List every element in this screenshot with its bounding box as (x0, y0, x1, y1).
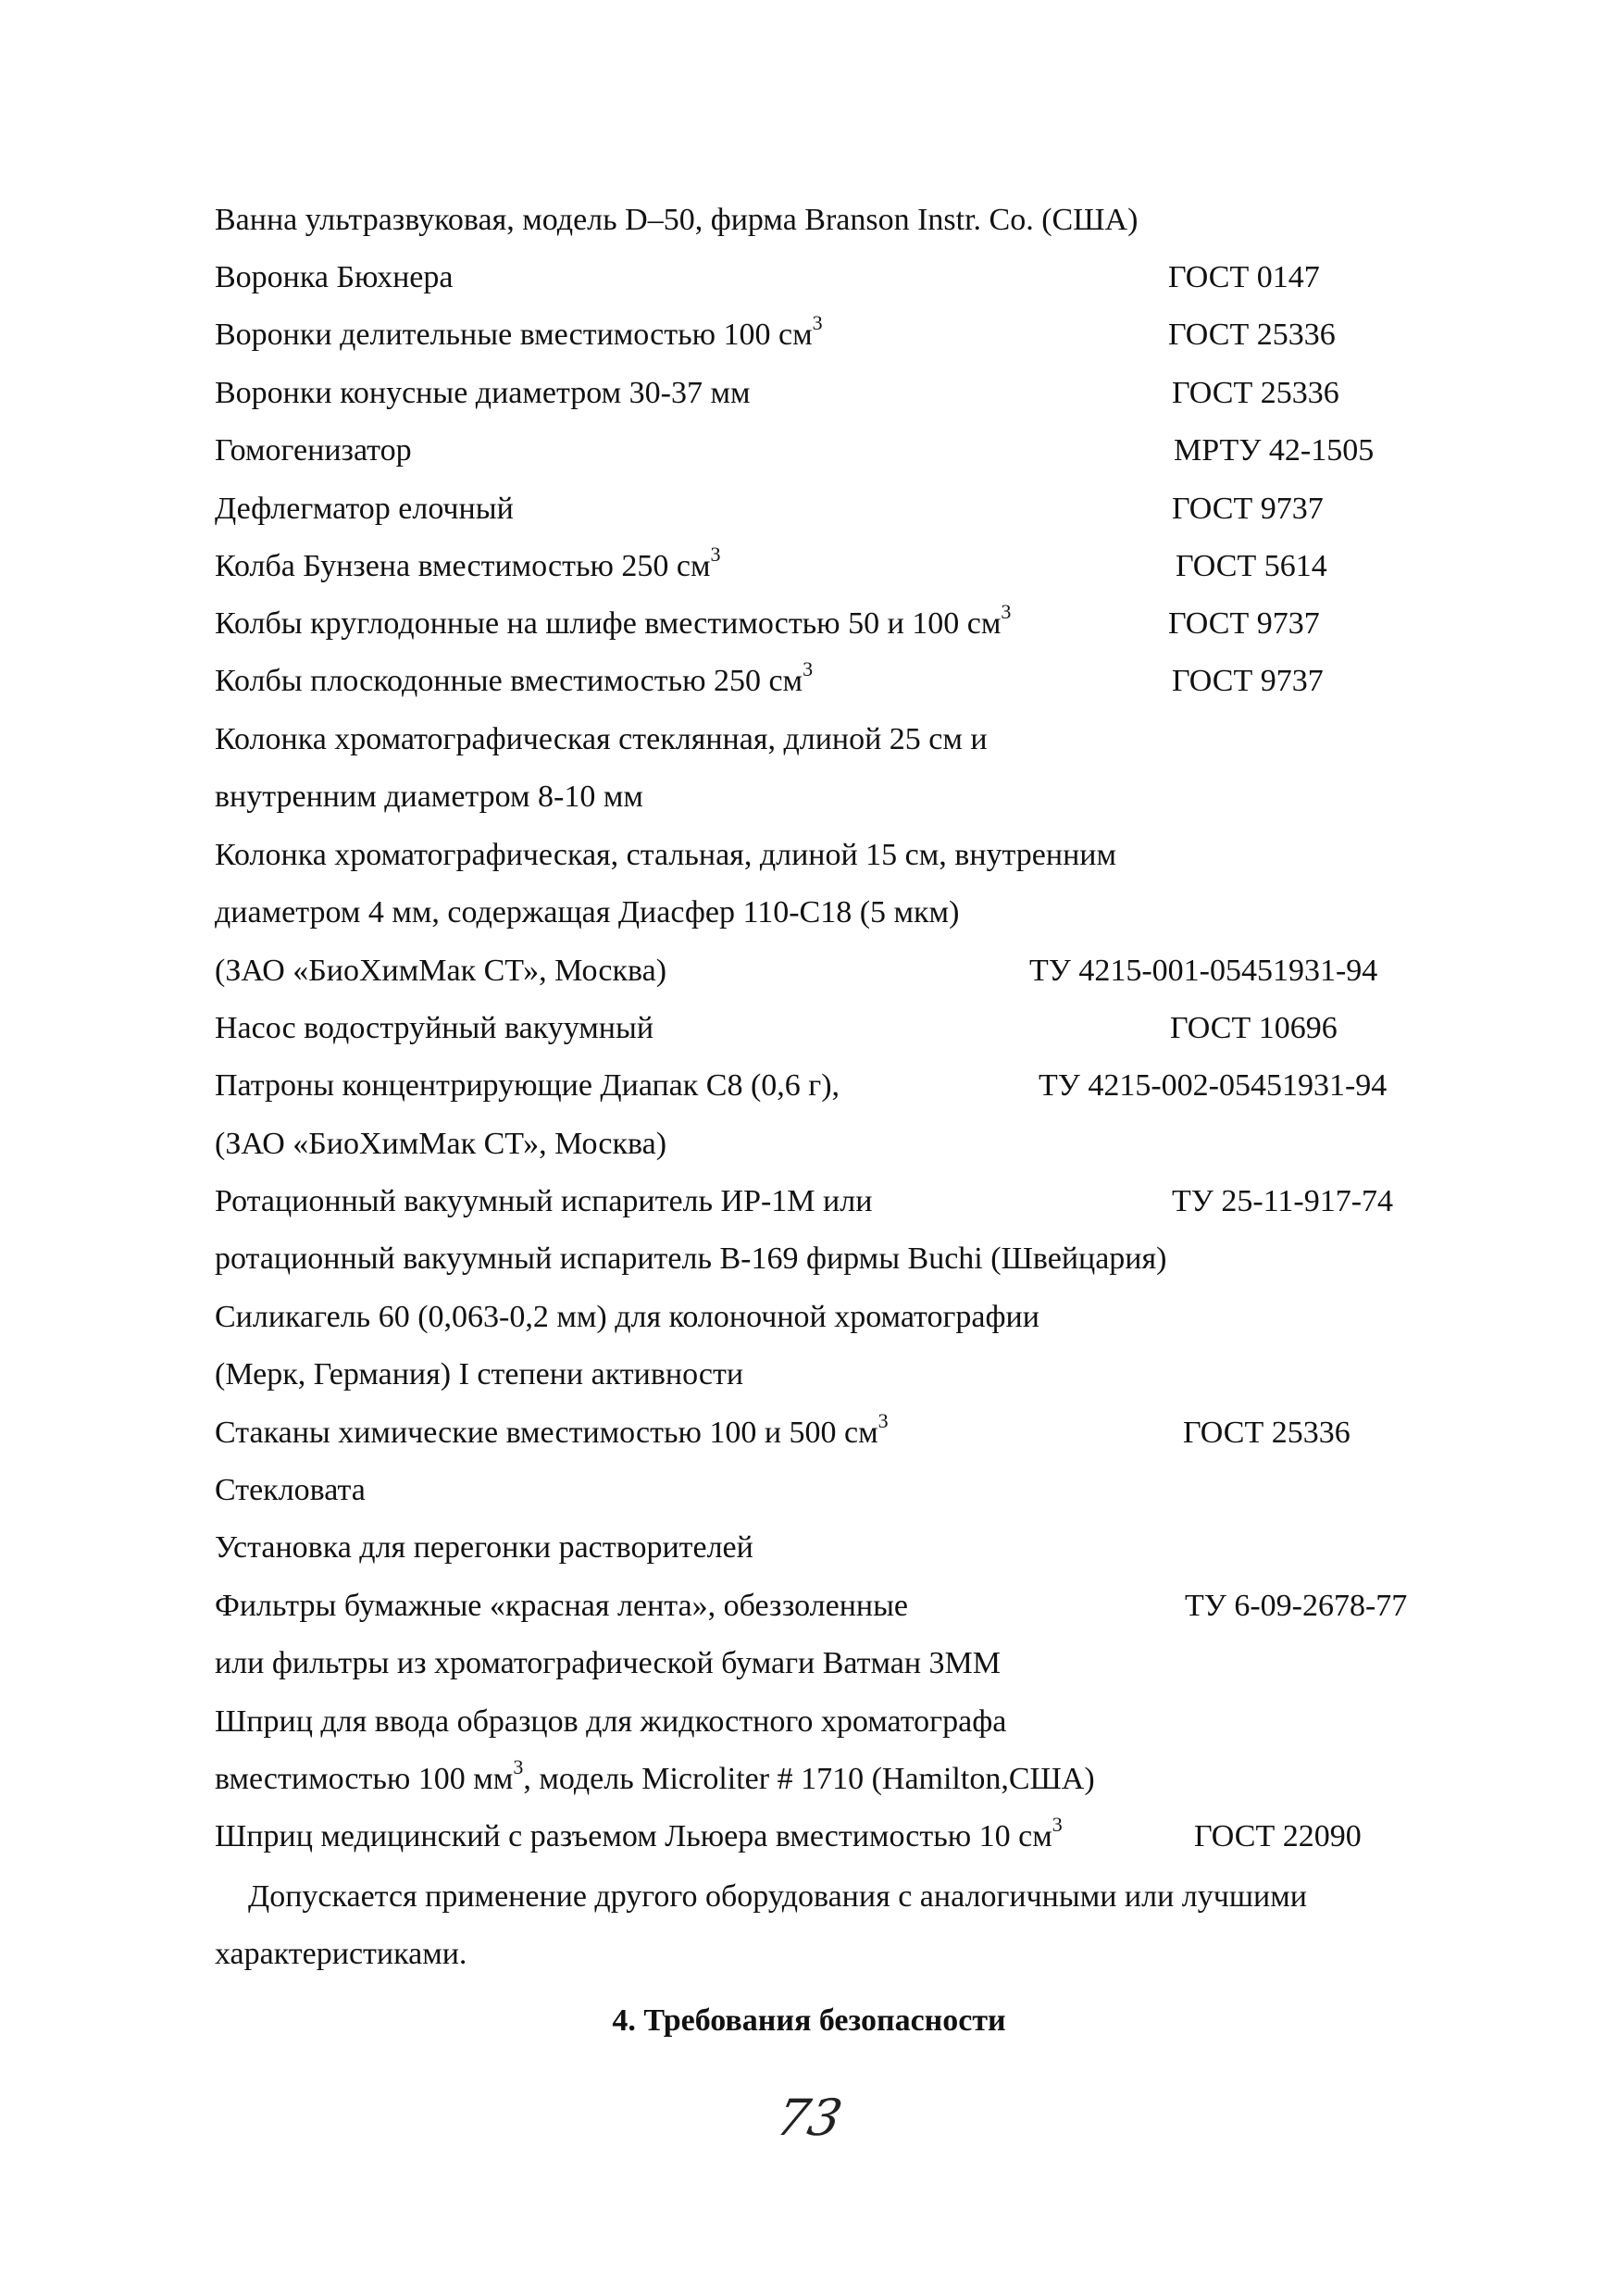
equipment-name-text: Колбы круглодонные на шлифе вместимостью 50 и 100 см (215, 606, 1002, 641)
equipment-name (215, 1754, 1095, 1798)
equipment-name: ротационный вакуумный испаритель В-169 фирмы Buchi (Швейцария) (215, 1242, 1167, 1276)
equipment-line (0, 1472, 1618, 1513)
equipment-line (0, 894, 1618, 935)
standard-reference: ГОСТ 25336 (1172, 376, 1339, 410)
unit-exponent: 3 (1001, 599, 1012, 623)
note-paragraph-line (0, 1936, 1618, 1977)
equipment-line (0, 491, 1618, 531)
equipment-name: (Мерк, Германия) I степени активности (215, 1357, 744, 1391)
equipment-name: Колонка хроматографическая, стальная, длиной 15 см, внутренним (215, 838, 1116, 872)
equipment-name-text: Колбы плоскодонные вместимостью 250 см (215, 664, 803, 698)
section-heading: 4. Требования безопасности (612, 2003, 1006, 2038)
standard-reference: ГОСТ 25336 (1183, 1416, 1350, 1450)
equipment-name: Шприц для ввода образцов для жидкостного хроматографа (215, 1704, 1007, 1739)
standard-reference: ГОСТ 9737 (1172, 492, 1324, 526)
equipment-line (0, 1126, 1618, 1167)
equipment-name-text: вместимостью 100 мм (215, 1762, 514, 1796)
standard-reference: МРТУ 42-1505 (1174, 433, 1375, 468)
note-paragraph-line (0, 1878, 1618, 1919)
equipment-name: Воронка Бюхнера (215, 260, 454, 294)
equipment-name: Фильтры бумажные «красная лента», обеззоленные (215, 1589, 909, 1623)
equipment-line (0, 1241, 1618, 1281)
equipment-line (0, 1067, 1618, 1108)
equipment-line (0, 432, 1618, 473)
standard-reference: ТУ 6-09-2678-77 (1185, 1589, 1408, 1623)
equipment-line (0, 1754, 1618, 1802)
standard-reference: ГОСТ 9737 (1168, 606, 1320, 641)
equipment-line (0, 1812, 1618, 1859)
standard-reference: ГОСТ 9737 (1172, 664, 1324, 698)
unit-exponent: 3 (812, 310, 823, 334)
equipment-name: Стекловата (215, 1473, 366, 1507)
equipment-name: Установка для перегонки растворителей (215, 1530, 753, 1565)
note-text: Допускается применение другого оборудования с аналогичными или лучшими (248, 1879, 1307, 1914)
unit-exponent: 3 (710, 542, 721, 566)
equipment-name: Колонка хроматографическая стеклянная, длиной 25 см и (215, 722, 988, 756)
equipment-line (0, 656, 1618, 704)
equipment-name-text: Колба Бунзена вместимостью 250 см (215, 549, 711, 583)
equipment-name (215, 656, 814, 700)
equipment-line (0, 259, 1618, 300)
equipment-name: Ротационный вакуумный испаритель ИР-1М или (215, 1184, 873, 1218)
equipment-line (0, 953, 1618, 993)
standard-reference: ТУ 4215-001-05451931-94 (1029, 954, 1378, 988)
equipment-name: внутренним диаметром 8-10 мм (215, 780, 643, 814)
equipment-name: диаметром 4 мм, содержащая Диасфер 110-С18 (5 мкм) (215, 895, 960, 930)
equipment-line (0, 779, 1618, 819)
equipment-name (215, 599, 1012, 643)
equipment-line (0, 542, 1618, 589)
equipment-line (0, 1529, 1618, 1570)
equipment-name (215, 1812, 1063, 1855)
equipment-name (215, 542, 721, 585)
equipment-name: Насос водоструйный вакуумный (215, 1011, 654, 1045)
equipment-name: (ЗАО «БиоХимМак СТ», Москва) (215, 1127, 667, 1161)
standard-reference: ГОСТ 25336 (1168, 318, 1336, 352)
equipment-line (0, 721, 1618, 762)
equipment-name: Дефлегматор елочный (215, 492, 514, 526)
unit-exponent: 3 (513, 1754, 524, 1778)
equipment-line (0, 1010, 1618, 1051)
note-text: характеристиками. (215, 1937, 467, 1971)
equipment-line (0, 1645, 1618, 1686)
standard-reference: ГОСТ 5614 (1176, 549, 1327, 583)
standard-reference: ГОСТ 0147 (1168, 260, 1320, 294)
standard-reference: ТУ 4215-002-05451931-94 (1039, 1068, 1388, 1103)
equipment-name: (ЗАО «БиоХимМак СТ», Москва) (215, 954, 667, 988)
equipment-name-text: , модель Microliter # 1710 (Hamilton,США) (523, 1762, 1095, 1796)
equipment-name-text: Стаканы химические вместимостью 100 и 500 см (215, 1416, 878, 1450)
equipment-name: Патроны концентрирующие Диапак С8 (0,6 г), (215, 1068, 840, 1103)
equipment-name: Воронки конусные диаметром 30-37 мм (215, 376, 751, 410)
equipment-name-text: Воронки делительные вместимостью 100 см (215, 318, 813, 352)
equipment-name: Гомогенизатор (215, 433, 412, 468)
equipment-line (0, 1588, 1618, 1628)
standard-reference: ТУ 25-11-917-74 (1172, 1184, 1394, 1218)
equipment-line (0, 310, 1618, 357)
equipment-name: Ванна ультразвуковая, модель D–50, фирма Branson Instr. Co. (США) (215, 203, 1139, 237)
equipment-line (0, 1356, 1618, 1397)
page-number: 73 (771, 2089, 848, 2147)
equipment-line (0, 1299, 1618, 1340)
equipment-line (0, 837, 1618, 878)
equipment-line (0, 202, 1618, 243)
equipment-name-text: Шприц медицинский с разъемом Льюера вместимостью 10 см (215, 1819, 1052, 1853)
equipment-line (0, 1183, 1618, 1224)
standard-reference: ГОСТ 22090 (1194, 1819, 1362, 1853)
standard-reference: ГОСТ 10696 (1170, 1011, 1338, 1045)
equipment-name: или фильтры из хроматографической бумаги Ватман 3ММ (215, 1646, 1001, 1680)
equipment-line (0, 599, 1618, 646)
equipment-name (215, 310, 823, 354)
unit-exponent: 3 (877, 1408, 889, 1432)
equipment-line (0, 1408, 1618, 1455)
equipment-line (0, 1703, 1618, 1744)
equipment-name: Силикагель 60 (0,063-0,2 мм) для колоночной хроматографии (215, 1300, 1039, 1334)
equipment-line (0, 375, 1618, 416)
unit-exponent: 3 (803, 656, 814, 680)
unit-exponent: 3 (1052, 1812, 1063, 1836)
equipment-name (215, 1408, 889, 1452)
